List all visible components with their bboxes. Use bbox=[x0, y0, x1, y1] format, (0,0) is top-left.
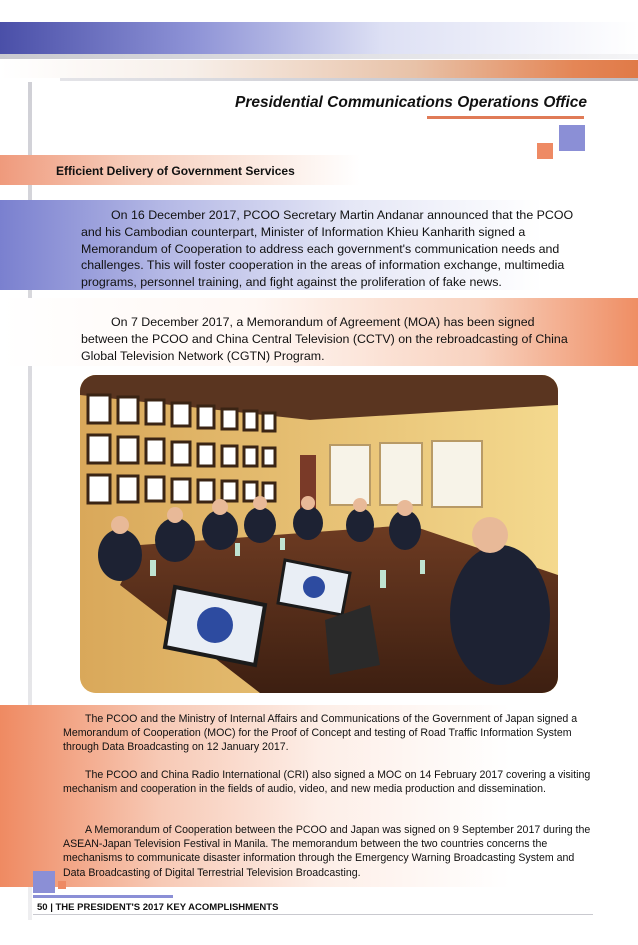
decorative-square-purple-footer bbox=[33, 871, 55, 893]
decorative-square-purple bbox=[559, 125, 585, 151]
page-title: Presidential Communications Operations Office bbox=[235, 94, 587, 111]
paragraph-cctv-moa: On 7 December 2017, a Memorandum of Agreement (MOA) has been signed between the PCOO and China Central Television (CCTV) on the rebroadcasting of China Global Television Network (CGTN) Program. bbox=[81, 315, 568, 363]
page-footer: 50 | THE PRESIDENT'S 2017 KEY ACOMPLISHMENTS bbox=[37, 902, 279, 913]
meeting-photo bbox=[80, 375, 558, 693]
section-heading: Efficient Delivery of Government Services bbox=[56, 164, 295, 178]
paragraph-japan-road-traffic: The PCOO and the Ministry of Internal Affairs and Communications of the Government of Japan signed a Memorandum of Cooperation (MOC) for the Proof of Concept and testing of Road Traffic Information System through Data Broadcasting on 12 January 2017. bbox=[63, 713, 578, 754]
paragraph-cambodia-moc: On 16 December 2017, PCOO Secretary Martin Andanar announced that the PCOO and his Cambodian counterpart, Minister of Information Khieu Kanharith signed a Memorandum of Cooperation to address each government's communication needs and challenges. This will foster cooperation in the areas of information exchange, multimedia programs, personnel training, and fight against the proliferation of fake news. bbox=[81, 208, 574, 290]
footer-accent-line bbox=[33, 895, 173, 898]
footer-divider bbox=[33, 914, 593, 915]
paragraph-cri-moc: The PCOO and China Radio International (CRI) also signed a MOC on 14 February 2017 covering a visiting mechanism and cooperation in the fields of audio, video, and new media production and dissemination. bbox=[63, 769, 591, 796]
header-band-purple bbox=[0, 22, 638, 54]
paragraph-japan-disaster: A Memorandum of Cooperation between the PCOO and Japan was signed on 9 September 2017 during the ASEAN-Japan Television Festival in Manila. The memorandum between the two countries concerns the mechanisms to communicate disaster information through the Emergency Warning Broadcasting System and Data Broadcasting of Digital Terrestrial Television Broadcasting. bbox=[63, 824, 591, 879]
title-underline bbox=[427, 116, 584, 119]
header-divider bbox=[60, 78, 638, 81]
decorative-square-orange bbox=[537, 143, 553, 159]
decorative-square-orange-footer bbox=[58, 881, 66, 889]
header-band-orange bbox=[0, 60, 638, 78]
header-band-shadow bbox=[0, 54, 638, 59]
